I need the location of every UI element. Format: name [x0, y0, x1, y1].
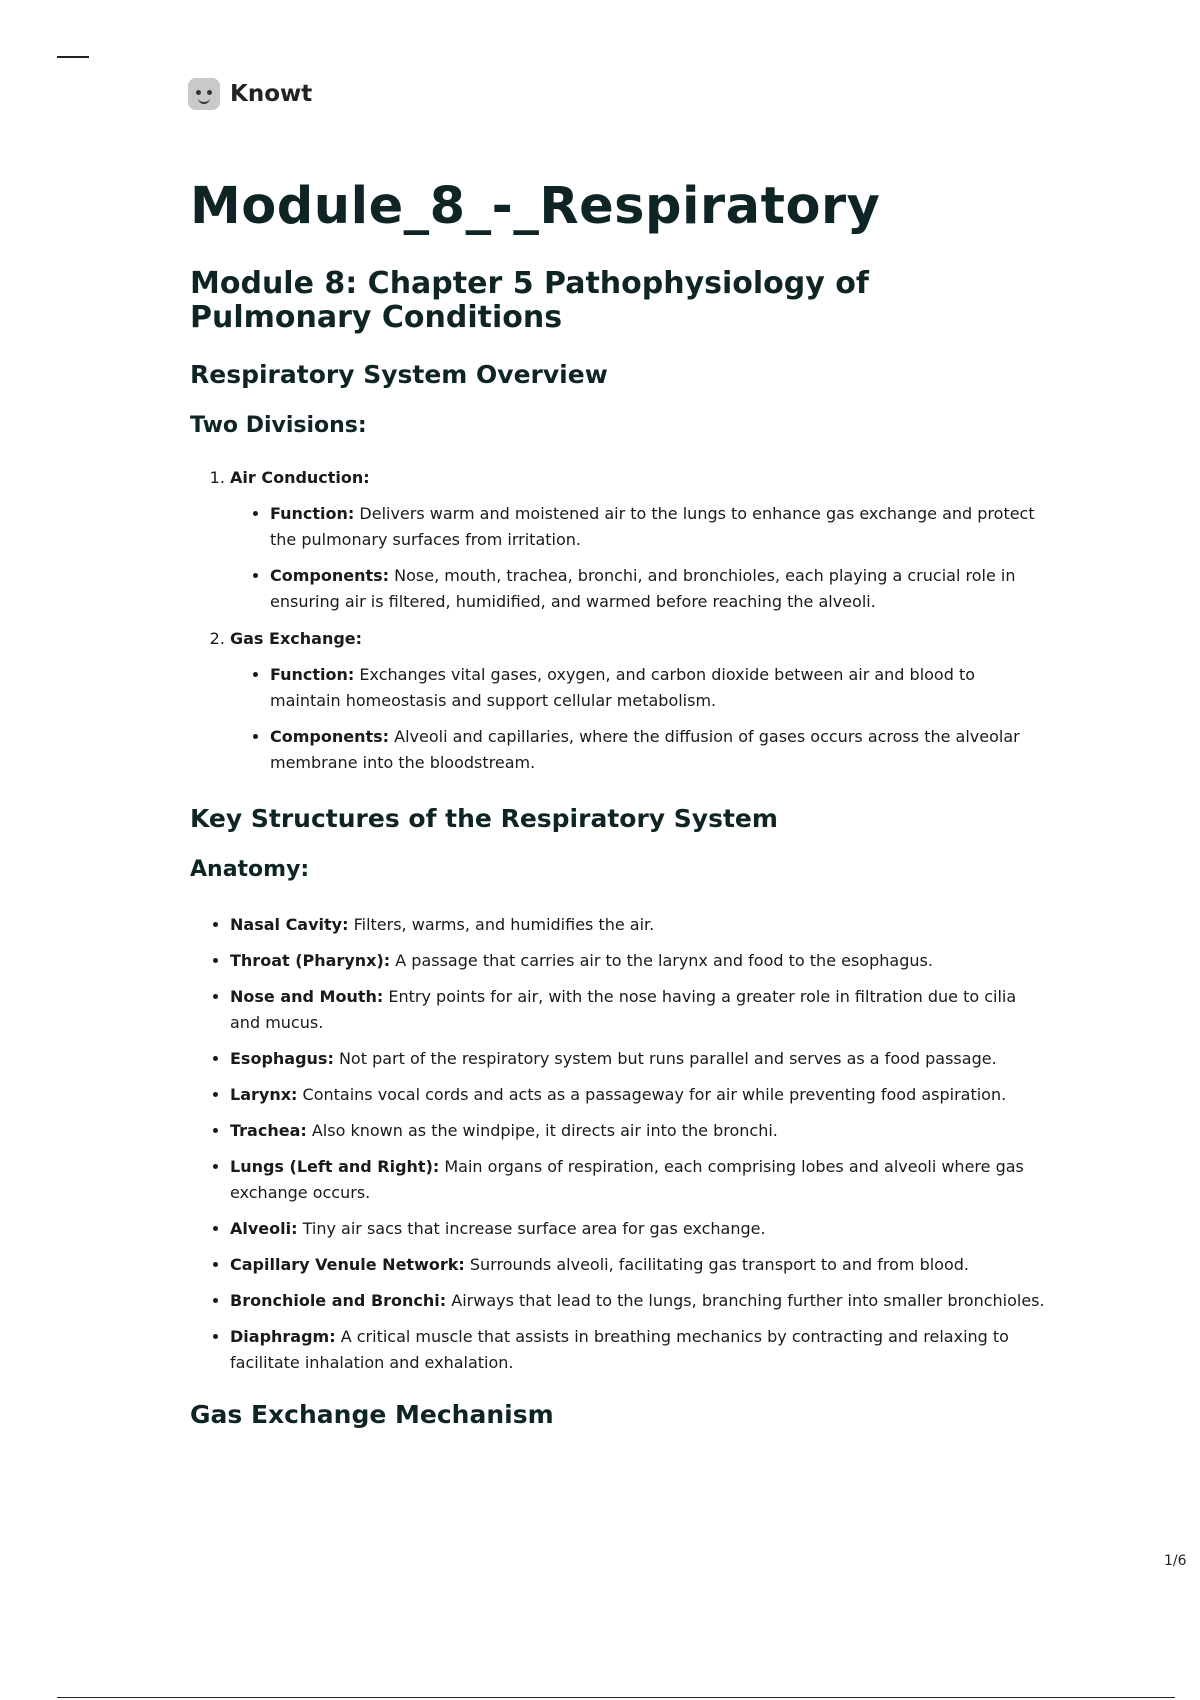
point-text: Alveoli and capillaries, where the diffusion of gases occurs across the alveolar membrane into the bloodstream. [270, 727, 1020, 773]
section-heading-gas-exchange: Gas Exchange Mechanism [190, 1400, 554, 1430]
list-item [230, 984, 1050, 1036]
list-item [230, 1216, 1050, 1242]
list-item [230, 1154, 1050, 1206]
bottom-divider [57, 1697, 1175, 1698]
item-term: Nose and Mouth: [230, 987, 384, 1007]
item-text: A passage that carries air to the larynx and food to the esophagus. [395, 951, 933, 971]
division-points [230, 501, 1050, 615]
item-term: Alveoli: [230, 1219, 298, 1239]
item-term: Trachea: [230, 1121, 307, 1141]
division-point [270, 724, 1050, 776]
point-text: Exchanges vital gases, oxygen, and carbon dioxide between air and blood to maintain homeostasis and support cellular metabolism. [270, 665, 976, 711]
list-item [230, 1324, 1050, 1376]
division-item [230, 629, 1050, 776]
division-point [270, 563, 1050, 615]
item-term: Nasal Cavity: [230, 915, 349, 935]
point-text: Nose, mouth, trachea, bronchi, and bronchioles, each playing a crucial role in ensuring air is filtered, humidified, and warmed before reaching the alveoli. [270, 566, 1016, 612]
chapter-title: Module 8: Chapter 5 Pathophysiology of Pulmonary Conditions [190, 265, 869, 335]
point-term: Function: [270, 504, 355, 524]
item-text: Main organs of respiration, each comprising lobes and alveoli where gas exchange occurs. [230, 1157, 1024, 1203]
item-term: Lungs (Left and Right): [230, 1157, 440, 1177]
item-term: Bronchiole and Bronchi: [230, 1291, 447, 1311]
brand-header [188, 78, 312, 110]
list-item [230, 1118, 1050, 1144]
division-point [270, 501, 1050, 553]
top-divider [57, 56, 89, 58]
item-text: Entry points for air, with the nose having a greater role in filtration due to cilia and mucus. [230, 987, 1017, 1033]
item-text: Not part of the respiratory system but runs parallel and serves as a food passage. [338, 1049, 997, 1069]
item-text: Filters, warms, and humidifies the air. [353, 915, 655, 935]
item-text: Also known as the windpipe, it directs air into the bronchi. [311, 1121, 778, 1141]
item-term: Diaphragm: [230, 1327, 336, 1347]
item-text: Airways that lead to the lungs, branching further into smaller bronchioles. [451, 1291, 1045, 1311]
section-heading-key-structures: Key Structures of the Respiratory System [190, 804, 778, 834]
document-title: Module_8_-_Respiratory [190, 177, 881, 236]
item-text: A critical muscle that assists in breathing mechanics by contracting and relaxing to facilitate inhalation and exhalation. [230, 1327, 1009, 1373]
section-heading-overview: Respiratory System Overview [190, 360, 608, 390]
item-term: Esophagus: [230, 1049, 334, 1069]
list-item [230, 1082, 1050, 1108]
list-item [230, 948, 1050, 974]
division-title: 1. Air Conduction: [230, 468, 370, 488]
anatomy-list [190, 912, 1050, 1376]
list-item [230, 912, 1050, 938]
item-term: Capillary Venule Network: [230, 1255, 465, 1275]
point-term: Components: [270, 566, 390, 586]
division-item [230, 468, 1050, 615]
subheading-two-divisions: Two Divisions: [190, 413, 367, 439]
list-item [230, 1288, 1050, 1314]
item-text: Contains vocal cords and acts as a passageway for air while preventing food aspiration. [302, 1085, 1007, 1105]
list-item [230, 1046, 1050, 1072]
item-text: Surrounds alveoli, facilitating gas transport to and from blood. [469, 1255, 969, 1275]
item-text: Tiny air sacs that increase surface area for gas exchange. [302, 1219, 766, 1239]
knowt-logo-icon [188, 78, 220, 110]
point-text: Delivers warm and moistened air to the lungs to enhance gas exchange and protect the pulmonary surfaces from irritation. [270, 504, 1035, 550]
document-body [190, 178, 1050, 1453]
division-title: 2. Gas Exchange: [230, 629, 363, 649]
page-indicator: 1/6 [1164, 1553, 1187, 1569]
point-term: Function: [270, 665, 355, 685]
list-item [230, 1252, 1050, 1278]
item-term: Larynx: [230, 1085, 298, 1105]
item-term: Throat (Pharynx): [230, 951, 391, 971]
division-points [230, 662, 1050, 776]
subheading-anatomy: Anatomy: [190, 857, 310, 883]
point-term: Components: [270, 727, 390, 747]
division-point [270, 662, 1050, 714]
brand-name: Knowt [230, 81, 313, 107]
divisions-list [190, 468, 1050, 776]
